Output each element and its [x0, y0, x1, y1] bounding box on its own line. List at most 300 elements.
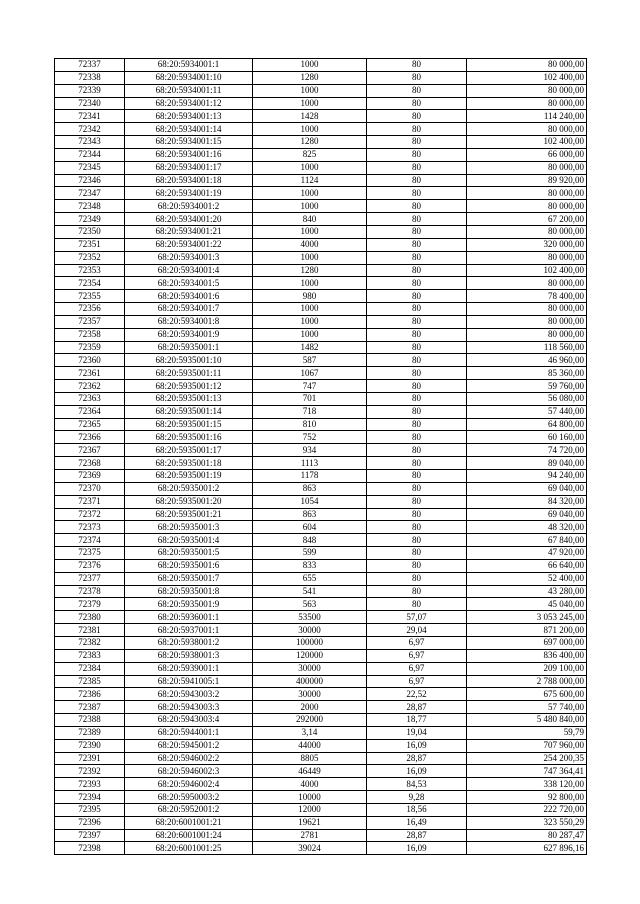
row-number-cell: 72369 [55, 470, 125, 483]
area-cell: 400000 [253, 675, 367, 688]
row-number-cell: 72367 [55, 444, 125, 457]
row-number-cell: 72397 [55, 829, 125, 842]
value-cell: 222 720,00 [467, 803, 587, 816]
table-row [55, 277, 587, 290]
table-row [55, 559, 587, 572]
row-number-cell: 72389 [55, 726, 125, 739]
value-cell: 59,79 [467, 726, 587, 739]
table-row [55, 572, 587, 585]
value-cell: 80 000,00 [467, 251, 587, 264]
area-cell: 934 [253, 444, 367, 457]
row-number-cell: 72387 [55, 701, 125, 714]
area-cell: 1000 [253, 123, 367, 136]
table-row [55, 341, 587, 354]
table-row [55, 174, 587, 187]
row-number-cell: 72385 [55, 675, 125, 688]
row-number-cell: 72337 [55, 59, 125, 72]
rate-cell: 80 [367, 200, 467, 213]
cadastral-number-cell: 68:20:5935001:16 [125, 431, 253, 444]
table-row [55, 534, 587, 547]
value-cell: 45 040,00 [467, 598, 587, 611]
value-cell: 78 400,00 [467, 290, 587, 303]
cadastral-number-cell: 68:20:5935001:3 [125, 521, 253, 534]
table-row [55, 470, 587, 483]
table-row [55, 303, 587, 316]
table-row [55, 726, 587, 739]
rate-cell: 80 [367, 328, 467, 341]
rate-cell: 80 [367, 84, 467, 97]
cadastral-number-cell: 68:20:5934001:21 [125, 225, 253, 238]
row-number-cell: 72360 [55, 354, 125, 367]
row-number-cell: 72339 [55, 84, 125, 97]
area-cell: 292000 [253, 714, 367, 727]
area-cell: 747 [253, 380, 367, 393]
row-number-cell: 72375 [55, 547, 125, 560]
table-row [55, 585, 587, 598]
area-cell: 1000 [253, 277, 367, 290]
cadastral-number-cell: 68:20:5934001:16 [125, 148, 253, 161]
area-cell: 587 [253, 354, 367, 367]
value-cell: 80 287,47 [467, 829, 587, 842]
cadastral-number-cell: 68:20:5934001:7 [125, 303, 253, 316]
row-number-cell: 72398 [55, 842, 125, 855]
table-row [55, 688, 587, 701]
rate-cell: 80 [367, 315, 467, 328]
rate-cell: 9,28 [367, 791, 467, 804]
value-cell: 80 000,00 [467, 225, 587, 238]
cadastral-number-cell: 68:20:5934001:15 [125, 136, 253, 149]
row-number-cell: 72351 [55, 238, 125, 251]
value-cell: 80 000,00 [467, 200, 587, 213]
cadastral-number-cell: 68:20:5935001:5 [125, 547, 253, 560]
area-cell: 1000 [253, 97, 367, 110]
rate-cell: 80 [367, 148, 467, 161]
rate-cell: 80 [367, 559, 467, 572]
rate-cell: 22,52 [367, 688, 467, 701]
value-cell: 338 120,00 [467, 778, 587, 791]
area-cell: 4000 [253, 778, 367, 791]
row-number-cell: 72373 [55, 521, 125, 534]
table-row [55, 161, 587, 174]
row-number-cell: 72346 [55, 174, 125, 187]
table-row [55, 97, 587, 110]
cadastral-number-cell: 68:20:5935001:21 [125, 508, 253, 521]
rate-cell: 16,49 [367, 816, 467, 829]
area-cell: 563 [253, 598, 367, 611]
value-cell: 80 000,00 [467, 315, 587, 328]
table-row [55, 508, 587, 521]
value-cell: 66 640,00 [467, 559, 587, 572]
row-number-cell: 72343 [55, 136, 125, 149]
cadastral-number-cell: 68:20:5935001:6 [125, 559, 253, 572]
area-cell: 833 [253, 559, 367, 572]
rate-cell: 80 [367, 174, 467, 187]
cadastral-number-cell: 68:20:5938001:3 [125, 649, 253, 662]
table-row [55, 624, 587, 637]
rate-cell: 80 [367, 482, 467, 495]
area-cell: 1124 [253, 174, 367, 187]
area-cell: 1428 [253, 110, 367, 123]
cadastral-number-cell: 68:20:5943003:2 [125, 688, 253, 701]
value-cell: 56 080,00 [467, 392, 587, 405]
area-cell: 1000 [253, 84, 367, 97]
table-row [55, 200, 587, 213]
cadastral-number-cell: 68:20:5935001:7 [125, 572, 253, 585]
row-number-cell: 72349 [55, 213, 125, 226]
value-cell: 57 440,00 [467, 405, 587, 418]
row-number-cell: 72362 [55, 380, 125, 393]
table-row [55, 405, 587, 418]
row-number-cell: 72368 [55, 457, 125, 470]
cadastral-number-cell: 68:20:5934001:19 [125, 187, 253, 200]
value-cell: 102 400,00 [467, 264, 587, 277]
row-number-cell: 72393 [55, 778, 125, 791]
rate-cell: 80 [367, 264, 467, 277]
rate-cell: 6,97 [367, 675, 467, 688]
row-number-cell: 72355 [55, 290, 125, 303]
value-cell: 254 200,35 [467, 752, 587, 765]
rate-cell: 80 [367, 341, 467, 354]
row-number-cell: 72358 [55, 328, 125, 341]
row-number-cell: 72356 [55, 303, 125, 316]
cadastral-number-cell: 68:20:5934001:8 [125, 315, 253, 328]
cadastral-number-cell: 68:20:5943003:4 [125, 714, 253, 727]
rate-cell: 28,87 [367, 701, 467, 714]
cadastral-number-cell: 68:20:5939001:1 [125, 662, 253, 675]
rate-cell: 80 [367, 380, 467, 393]
value-cell: 80 000,00 [467, 123, 587, 136]
area-cell: 1280 [253, 71, 367, 84]
cadastral-number-cell: 68:20:5934001:11 [125, 84, 253, 97]
table-row [55, 636, 587, 649]
table-row [55, 148, 587, 161]
rate-cell: 19,04 [367, 726, 467, 739]
value-cell: 43 280,00 [467, 585, 587, 598]
rate-cell: 18,56 [367, 803, 467, 816]
row-number-cell: 72354 [55, 277, 125, 290]
value-cell: 323 550,29 [467, 816, 587, 829]
row-number-cell: 72392 [55, 765, 125, 778]
table-row [55, 791, 587, 804]
cadastral-number-cell: 68:20:5950003:2 [125, 791, 253, 804]
table-row [55, 816, 587, 829]
rate-cell: 80 [367, 277, 467, 290]
rate-cell: 80 [367, 97, 467, 110]
row-number-cell: 72374 [55, 534, 125, 547]
area-cell: 1054 [253, 495, 367, 508]
area-cell: 53500 [253, 611, 367, 624]
area-cell: 2781 [253, 829, 367, 842]
rate-cell: 16,09 [367, 739, 467, 752]
cadastral-number-cell: 68:20:5935001:14 [125, 405, 253, 418]
cadastral-number-cell: 68:20:5935001:12 [125, 380, 253, 393]
table-row [55, 829, 587, 842]
area-cell: 599 [253, 547, 367, 560]
rate-cell: 18,77 [367, 714, 467, 727]
rate-cell: 80 [367, 508, 467, 521]
cadastral-number-cell: 68:20:5935001:1 [125, 341, 253, 354]
cadastral-number-cell: 68:20:5944001:1 [125, 726, 253, 739]
table-row [55, 328, 587, 341]
value-cell: 209 100,00 [467, 662, 587, 675]
area-cell: 1000 [253, 187, 367, 200]
row-number-cell: 72348 [55, 200, 125, 213]
table-row [55, 238, 587, 251]
cadastral-number-cell: 68:20:5946002:2 [125, 752, 253, 765]
cadastral-number-cell: 68:20:5935001:9 [125, 598, 253, 611]
area-cell: 1113 [253, 457, 367, 470]
row-number-cell: 72377 [55, 572, 125, 585]
rate-cell: 6,97 [367, 636, 467, 649]
table-row [55, 392, 587, 405]
rate-cell: 80 [367, 547, 467, 560]
table-row [55, 315, 587, 328]
cadastral-number-cell: 68:20:5946002:3 [125, 765, 253, 778]
rate-cell: 80 [367, 225, 467, 238]
rate-cell: 80 [367, 354, 467, 367]
cadastral-number-cell: 68:20:5952001:2 [125, 803, 253, 816]
value-cell: 707 960,00 [467, 739, 587, 752]
cadastral-number-cell: 68:20:5934001:2 [125, 200, 253, 213]
row-number-cell: 72345 [55, 161, 125, 174]
value-cell: 747 364,41 [467, 765, 587, 778]
area-cell: 2000 [253, 701, 367, 714]
cadastral-number-cell: 68:20:6001001:25 [125, 842, 253, 855]
area-cell: 1000 [253, 200, 367, 213]
area-cell: 1000 [253, 161, 367, 174]
table-row [55, 136, 587, 149]
value-cell: 118 560,00 [467, 341, 587, 354]
table-row [55, 598, 587, 611]
row-number-cell: 72344 [55, 148, 125, 161]
row-number-cell: 72342 [55, 123, 125, 136]
row-number-cell: 72370 [55, 482, 125, 495]
value-cell: 80 000,00 [467, 97, 587, 110]
value-cell: 80 000,00 [467, 59, 587, 72]
table-row [55, 380, 587, 393]
rate-cell: 80 [367, 187, 467, 200]
area-cell: 8805 [253, 752, 367, 765]
table-row [55, 611, 587, 624]
table-row [55, 110, 587, 123]
rate-cell: 80 [367, 598, 467, 611]
row-number-cell: 72353 [55, 264, 125, 277]
rate-cell: 29,04 [367, 624, 467, 637]
value-cell: 627 896,16 [467, 842, 587, 855]
value-cell: 64 800,00 [467, 418, 587, 431]
cadastral-number-cell: 68:20:5934001:12 [125, 97, 253, 110]
area-cell: 810 [253, 418, 367, 431]
table-row [55, 842, 587, 855]
rate-cell: 6,97 [367, 649, 467, 662]
area-cell: 701 [253, 392, 367, 405]
row-number-cell: 72347 [55, 187, 125, 200]
cadastral-number-cell: 68:20:5934001:20 [125, 213, 253, 226]
table-row [55, 714, 587, 727]
rate-cell: 80 [367, 251, 467, 264]
value-cell: 74 720,00 [467, 444, 587, 457]
value-cell: 102 400,00 [467, 136, 587, 149]
table-row [55, 765, 587, 778]
row-number-cell: 72364 [55, 405, 125, 418]
value-cell: 92 800,00 [467, 791, 587, 804]
area-cell: 46449 [253, 765, 367, 778]
table-row [55, 123, 587, 136]
cadastral-value-table [54, 58, 587, 855]
table-row [55, 482, 587, 495]
cadastral-number-cell: 68:20:5934001:22 [125, 238, 253, 251]
area-cell: 12000 [253, 803, 367, 816]
cadastral-number-cell: 68:20:5943003:3 [125, 701, 253, 714]
rate-cell: 80 [367, 444, 467, 457]
row-number-cell: 72376 [55, 559, 125, 572]
table-row [55, 778, 587, 791]
rate-cell: 84,53 [367, 778, 467, 791]
value-cell: 3 053 245,00 [467, 611, 587, 624]
table-row [55, 418, 587, 431]
rate-cell: 80 [367, 303, 467, 316]
row-number-cell: 72395 [55, 803, 125, 816]
row-number-cell: 72378 [55, 585, 125, 598]
table-row [55, 547, 587, 560]
cadastral-number-cell: 68:20:5935001:18 [125, 457, 253, 470]
value-cell: 102 400,00 [467, 71, 587, 84]
area-cell: 848 [253, 534, 367, 547]
value-cell: 114 240,00 [467, 110, 587, 123]
rate-cell: 80 [367, 470, 467, 483]
cadastral-number-cell: 68:20:5934001:14 [125, 123, 253, 136]
cadastral-number-cell: 68:20:5935001:2 [125, 482, 253, 495]
value-cell: 80 000,00 [467, 187, 587, 200]
table-row [55, 84, 587, 97]
area-cell: 1482 [253, 341, 367, 354]
value-cell: 69 040,00 [467, 508, 587, 521]
area-cell: 30000 [253, 662, 367, 675]
value-cell: 67 200,00 [467, 213, 587, 226]
table-row [55, 354, 587, 367]
value-cell: 52 400,00 [467, 572, 587, 585]
rate-cell: 57,07 [367, 611, 467, 624]
row-number-cell: 72352 [55, 251, 125, 264]
area-cell: 39024 [253, 842, 367, 855]
row-number-cell: 72383 [55, 649, 125, 662]
cadastral-number-cell: 68:20:5941005:1 [125, 675, 253, 688]
cadastral-number-cell: 68:20:5935001:11 [125, 367, 253, 380]
cadastral-number-cell: 68:20:5934001:4 [125, 264, 253, 277]
rate-cell: 80 [367, 431, 467, 444]
value-cell: 80 000,00 [467, 303, 587, 316]
row-number-cell: 72359 [55, 341, 125, 354]
cadastral-number-cell: 68:20:5934001:5 [125, 277, 253, 290]
cadastral-number-cell: 68:20:5946002:4 [125, 778, 253, 791]
rate-cell: 80 [367, 495, 467, 508]
area-cell: 604 [253, 521, 367, 534]
table-row [55, 290, 587, 303]
cadastral-number-cell: 68:20:5934001:17 [125, 161, 253, 174]
cadastral-number-cell: 68:20:5935001:20 [125, 495, 253, 508]
table-row [55, 701, 587, 714]
table-row [55, 495, 587, 508]
value-cell: 2 788 000,00 [467, 675, 587, 688]
table-row [55, 59, 587, 72]
value-cell: 67 840,00 [467, 534, 587, 547]
rate-cell: 80 [367, 585, 467, 598]
value-cell: 46 960,00 [467, 354, 587, 367]
value-cell: 5 480 840,00 [467, 714, 587, 727]
table-row [55, 675, 587, 688]
rate-cell: 80 [367, 238, 467, 251]
cadastral-number-cell: 68:20:6001001:21 [125, 816, 253, 829]
area-cell: 863 [253, 508, 367, 521]
value-cell: 59 760,00 [467, 380, 587, 393]
rate-cell: 80 [367, 521, 467, 534]
area-cell: 4000 [253, 238, 367, 251]
rate-cell: 80 [367, 110, 467, 123]
rate-cell: 80 [367, 405, 467, 418]
area-cell: 1280 [253, 136, 367, 149]
row-number-cell: 72394 [55, 791, 125, 804]
row-number-cell: 72390 [55, 739, 125, 752]
rate-cell: 80 [367, 123, 467, 136]
row-number-cell: 72361 [55, 367, 125, 380]
rate-cell: 80 [367, 136, 467, 149]
area-cell: 19621 [253, 816, 367, 829]
area-cell: 863 [253, 482, 367, 495]
area-cell: 825 [253, 148, 367, 161]
rate-cell: 28,87 [367, 829, 467, 842]
row-number-cell: 72396 [55, 816, 125, 829]
area-cell: 1000 [253, 251, 367, 264]
area-cell: 1178 [253, 470, 367, 483]
rate-cell: 80 [367, 367, 467, 380]
cadastral-number-cell: 68:20:5934001:10 [125, 71, 253, 84]
row-number-cell: 72384 [55, 662, 125, 675]
row-number-cell: 72357 [55, 315, 125, 328]
area-cell: 30000 [253, 624, 367, 637]
cadastral-number-cell: 68:20:5934001:3 [125, 251, 253, 264]
value-cell: 697 000,00 [467, 636, 587, 649]
row-number-cell: 72372 [55, 508, 125, 521]
area-cell: 100000 [253, 636, 367, 649]
rate-cell: 80 [367, 534, 467, 547]
cadastral-number-cell: 68:20:6001001:24 [125, 829, 253, 842]
area-cell: 718 [253, 405, 367, 418]
row-number-cell: 72340 [55, 97, 125, 110]
table-row [55, 803, 587, 816]
rate-cell: 16,09 [367, 765, 467, 778]
rate-cell: 80 [367, 59, 467, 72]
row-number-cell: 72391 [55, 752, 125, 765]
cadastral-number-cell: 68:20:5935001:8 [125, 585, 253, 598]
cadastral-number-cell: 68:20:5935001:19 [125, 470, 253, 483]
rate-cell: 80 [367, 392, 467, 405]
area-cell: 1000 [253, 59, 367, 72]
value-cell: 836 400,00 [467, 649, 587, 662]
row-number-cell: 72341 [55, 110, 125, 123]
table-row [55, 264, 587, 277]
row-number-cell: 72366 [55, 431, 125, 444]
row-number-cell: 72365 [55, 418, 125, 431]
rate-cell: 80 [367, 71, 467, 84]
row-number-cell: 72363 [55, 392, 125, 405]
area-cell: 541 [253, 585, 367, 598]
table-row [55, 367, 587, 380]
area-cell: 840 [253, 213, 367, 226]
cadastral-number-cell: 68:20:5934001:13 [125, 110, 253, 123]
table-row [55, 457, 587, 470]
area-cell: 44000 [253, 739, 367, 752]
table-row [55, 71, 587, 84]
